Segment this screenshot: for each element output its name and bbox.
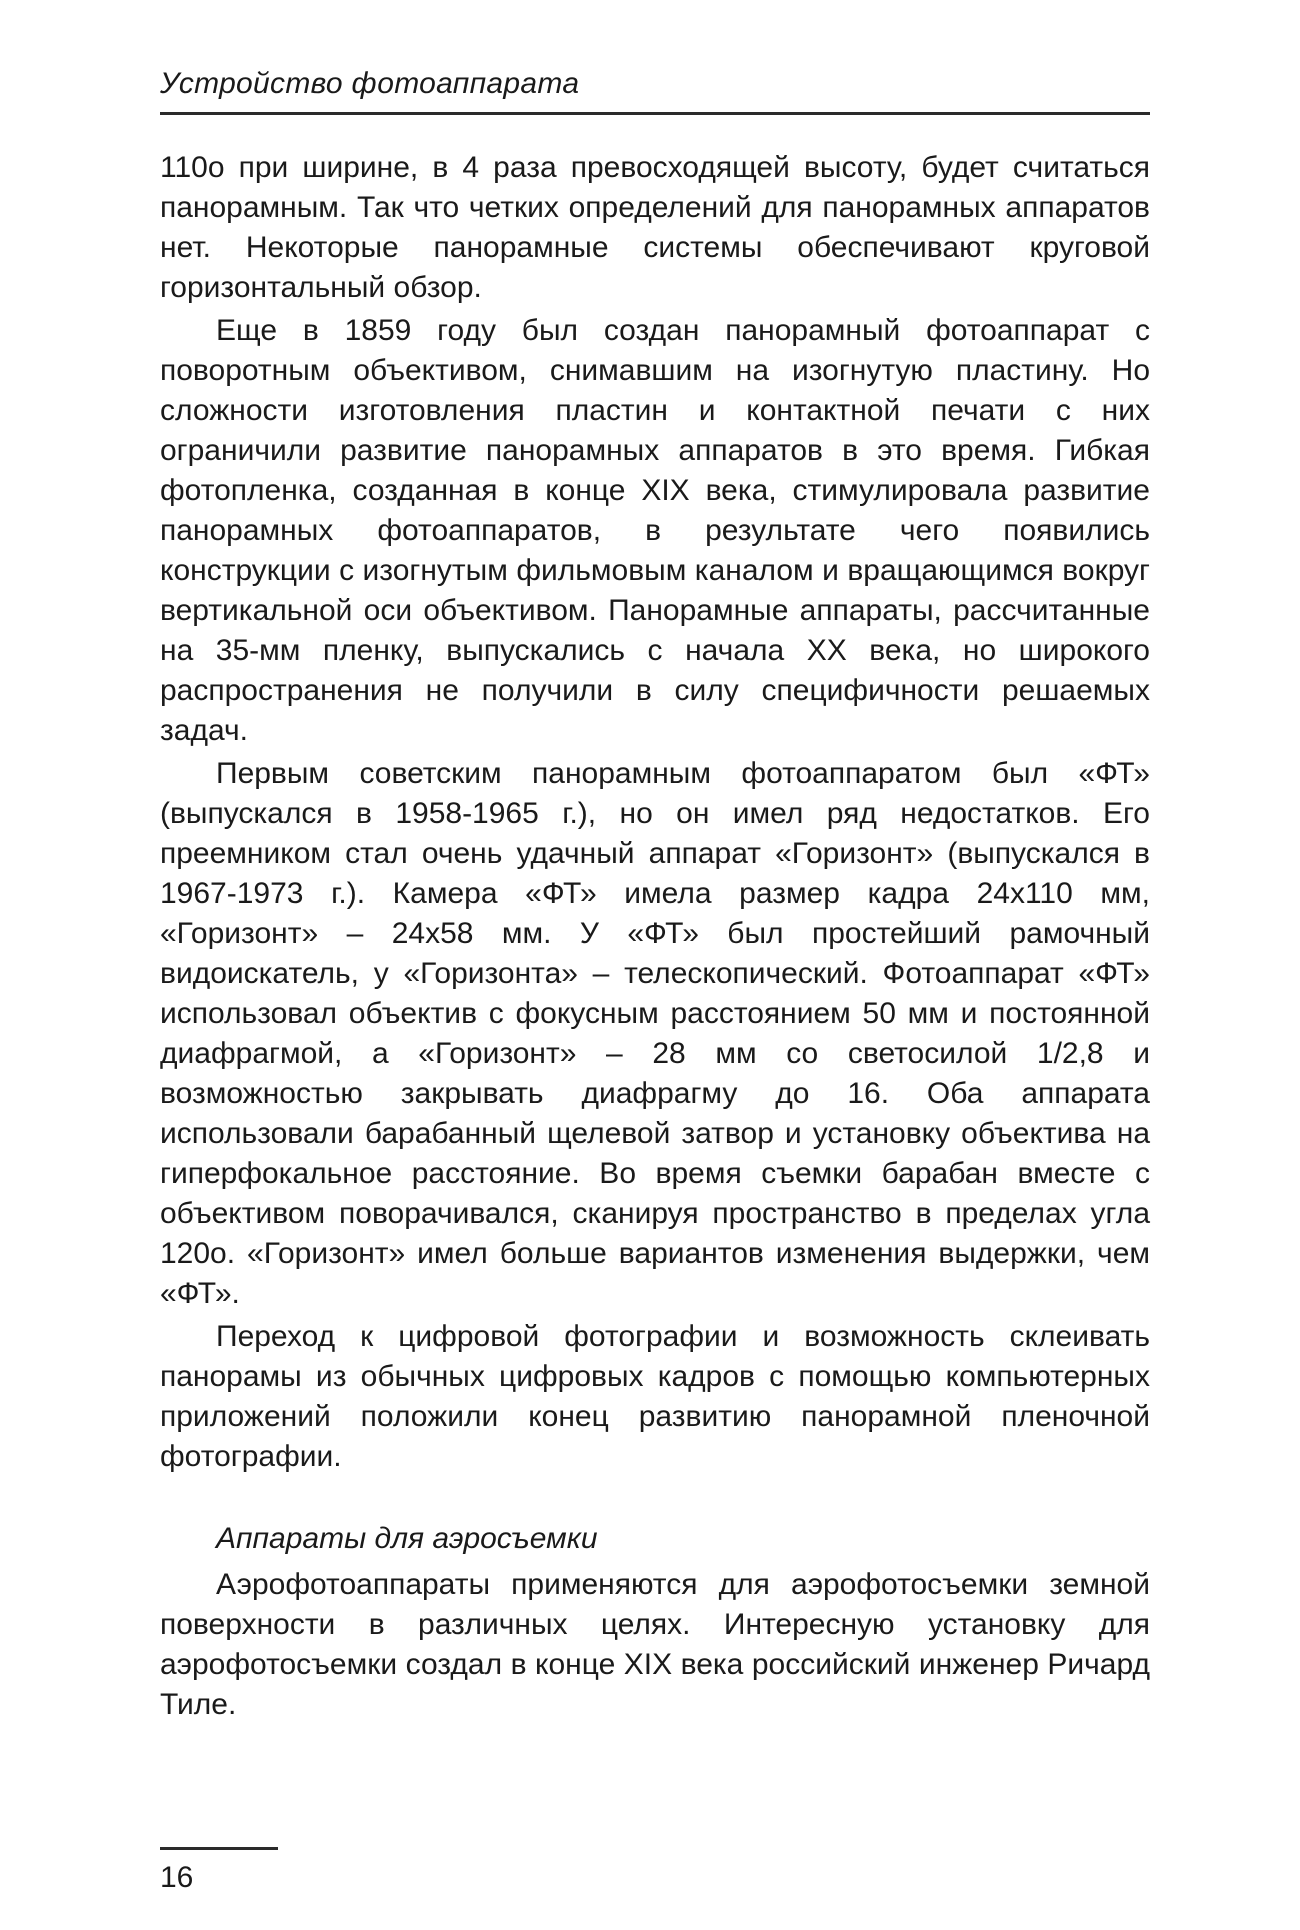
book-page — [160, 0, 1150, 1930]
running-header: Устройство фотоаппарата — [160, 67, 580, 100]
page-number: 16 — [160, 1861, 194, 1894]
paragraph-aerial-cameras: Аэрофотоаппараты применяются для аэрофотосъемки земной поверхности в различных целях. Интересную установку для аэрофотосъемки создал в конце XIX века российский инженер Ричард Тиле. — [160, 1568, 1150, 1721]
paragraph-panoramic-history: Еще в 1859 году был создан панорамный фотоаппарат с поворотным объективом, снимавшим на изогнутую пластину. Но сложности изготовления пластин и контактной печати с них ограничили развитие панорамных аппаратов в это время. Гибкая фотопленка, созданная в конце XIX века, стимулировала развитие панорамных фотоаппаратов, в результате чего появились конструкции с изогнутым фильмовым каналом и вращающимся вокруг вертикальной оси объективом. Панорамные аппараты, рассчитанные на 35-мм пленку, выпускались с начала XX века, но широкого распространения не получили в силу специфичности решаемых задач. — [160, 314, 1150, 747]
header-rule — [160, 112, 1150, 115]
paragraph-continuation: 110о при ширине, в 4 раза превосходящей высоту, будет считаться панорамным. Так что четких определений для панорамных аппаратов нет. Некоторые панорамные системы обеспечивают круговой горизонтальный обзор. — [160, 151, 1150, 304]
footer-rule — [160, 1847, 278, 1850]
paragraph-soviet-cameras: Первым советским панорамным фотоаппаратом был «ФТ» (выпускался в 1958-1965 г.), но он имел ряд недостатков. Его преемником стал очень удачный аппарат «Горизонт» (выпускался в 1967-1973 г.). Камера «ФТ» имела размер кадра 24x110 мм, «Горизонт» – 24x58 мм. У «ФТ» был простейший рамочный видоискатель, у «Горизонта» – телескопический. Фотоаппарат «ФТ» использовал объектив с фокусным расстоянием 50 мм и постоянной диафрагмой, а «Горизонт» – 28 мм со светосилой 1/2,8 и возможностью закрывать диафрагму до 16. Оба аппарата использовали барабанный щелевой затвор и установку объектива на гиперфокальное расстояние. Во время съемки барабан вместе с объективом поворачивался, сканируя пространство в пределах угла 120о. «Горизонт» имел больше вариантов изменения выдержки, чем «ФТ». — [160, 757, 1150, 1310]
section-heading: Аппараты для аэросъемки — [216, 1522, 598, 1555]
paragraph-digital-transition: Переход к цифровой фотографии и возможность склеивать панорамы из обычных цифровых кадров с помощью компьютерных приложений положили конец развитию панорамной пленочной фотографии. — [160, 1320, 1150, 1473]
body-text — [160, 148, 1150, 1725]
